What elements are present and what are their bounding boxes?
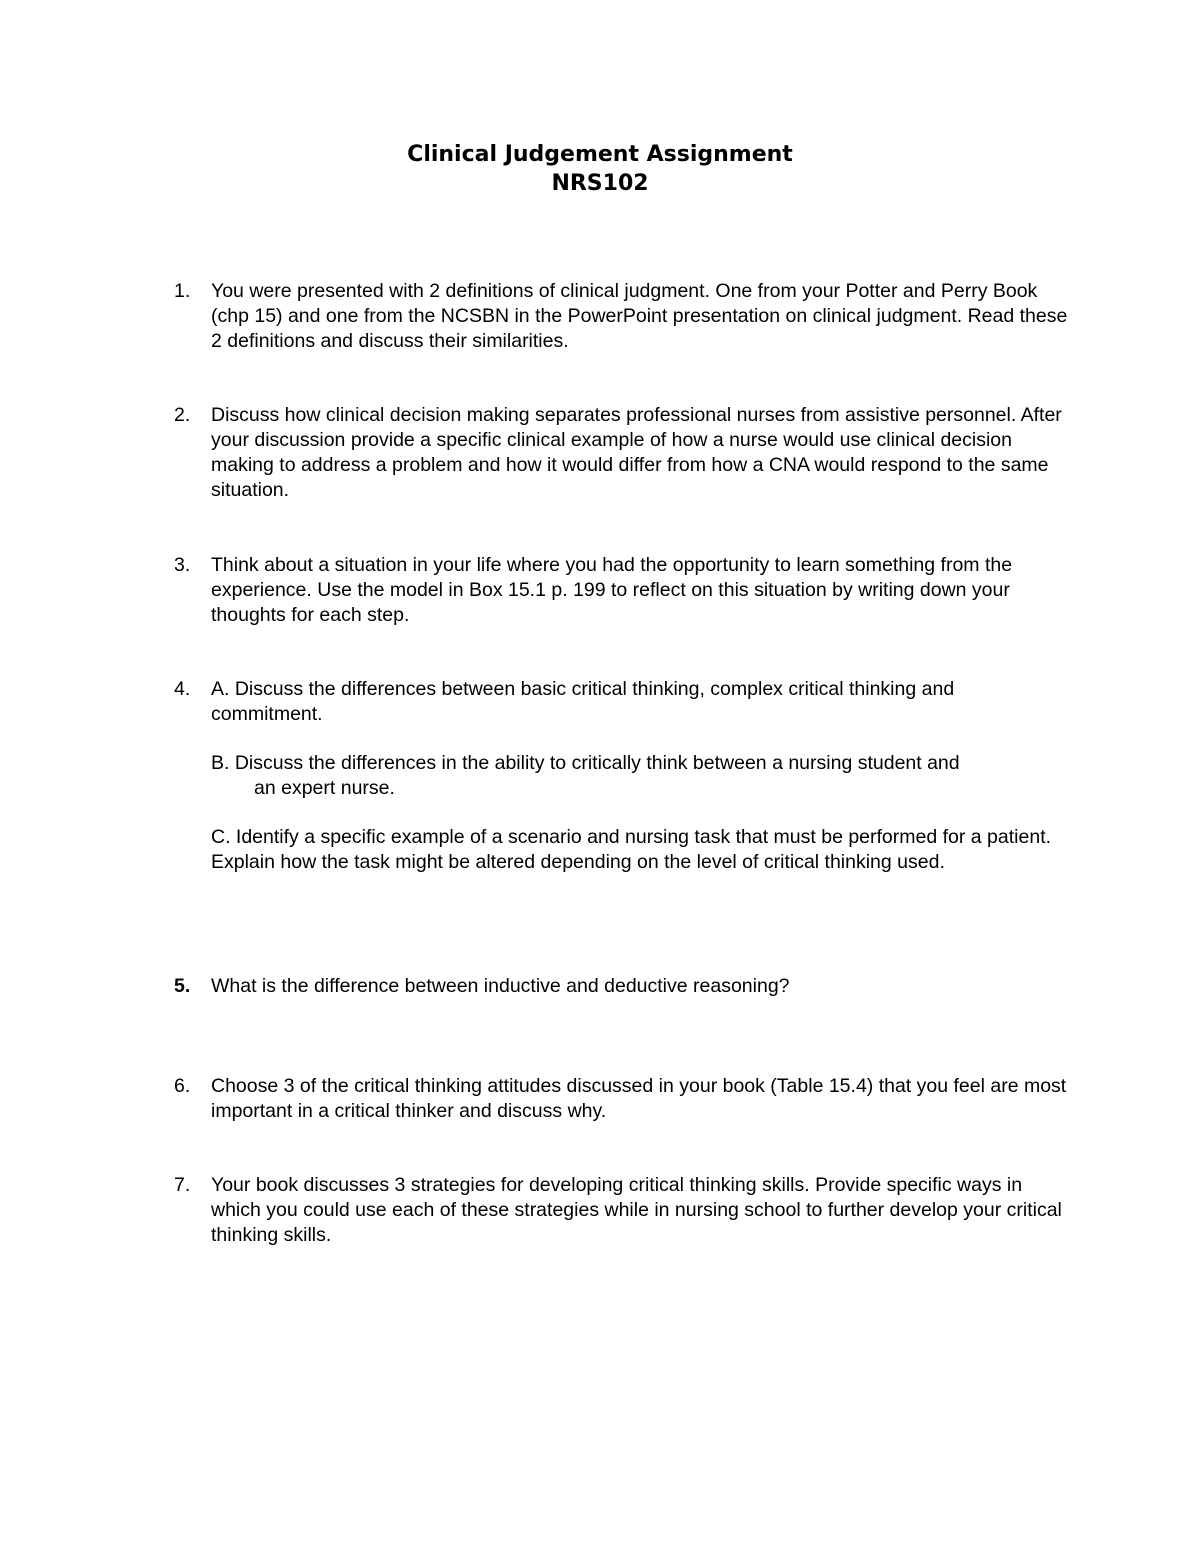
question-number: 2. xyxy=(174,404,191,426)
question-5 xyxy=(174,974,1074,999)
question-2 xyxy=(174,403,1074,503)
question-number: 1. xyxy=(174,280,191,302)
document-title: Clinical Judgement Assignment xyxy=(407,142,793,167)
part-b-line-2: an expert nurse. xyxy=(254,777,395,799)
question-text: What is the difference between inductive and deductive reasoning? xyxy=(211,975,790,997)
question-number: 6. xyxy=(174,1075,191,1097)
question-number: 5. xyxy=(174,975,191,997)
question-4 xyxy=(174,677,1074,727)
question-text: Choose 3 of the critical thinking attitudes discussed in your book (Table 15.4) that you feel are most important in a critical thinker and discuss why. xyxy=(211,1075,1067,1122)
question-text: You were presented with 2 definitions of clinical judgment. One from your Potter and Perry Book (chp 15) and one from the NCSBN in the PowerPoint presentation on clinical judgment. Read these 2 definitions and discuss their similarities. xyxy=(211,280,1068,352)
question-text: Think about a situation in your life where you had the opportunity to learn something from the experience. Use the model in Box 15.1 p. 199 to reflect on this situation by writing down your thoughts for each step. xyxy=(211,554,1013,626)
question-number: 4. xyxy=(174,678,191,700)
part-b-line-1: B. Discuss the differences in the ability to critically think between a nursing student and xyxy=(211,752,960,774)
question-3 xyxy=(174,553,1074,628)
document-header xyxy=(0,140,1200,198)
course-code: NRS102 xyxy=(551,171,649,196)
question-7 xyxy=(174,1173,1074,1248)
question-4-part-a: A. Discuss the differences between basic critical thinking, complex critical thinking and commitment. xyxy=(211,678,955,725)
question-number: 7. xyxy=(174,1174,191,1196)
question-1 xyxy=(174,279,1074,354)
question-6 xyxy=(174,1074,1074,1124)
question-number: 3. xyxy=(174,554,191,576)
question-4-part-b xyxy=(211,751,1071,801)
question-4-part-c: C. Identify a specific example of a scenario and nursing task that must be performed for a patient. Explain how the task might be altered depending on the level of critical thinking used. xyxy=(211,826,1052,873)
question-text: Discuss how clinical decision making separates professional nurses from assistive personnel. After your discussion provide a specific clinical example of how a nurse would use clinical decision making to address a problem and how it would differ from how a CNA would respond to the same situation. xyxy=(211,404,1062,501)
question-text: Your book discusses 3 strategies for developing critical thinking skills. Provide specific ways in which you could use each of these strategies while in nursing school to further develop your critical thinking skills. xyxy=(211,1174,1062,1246)
